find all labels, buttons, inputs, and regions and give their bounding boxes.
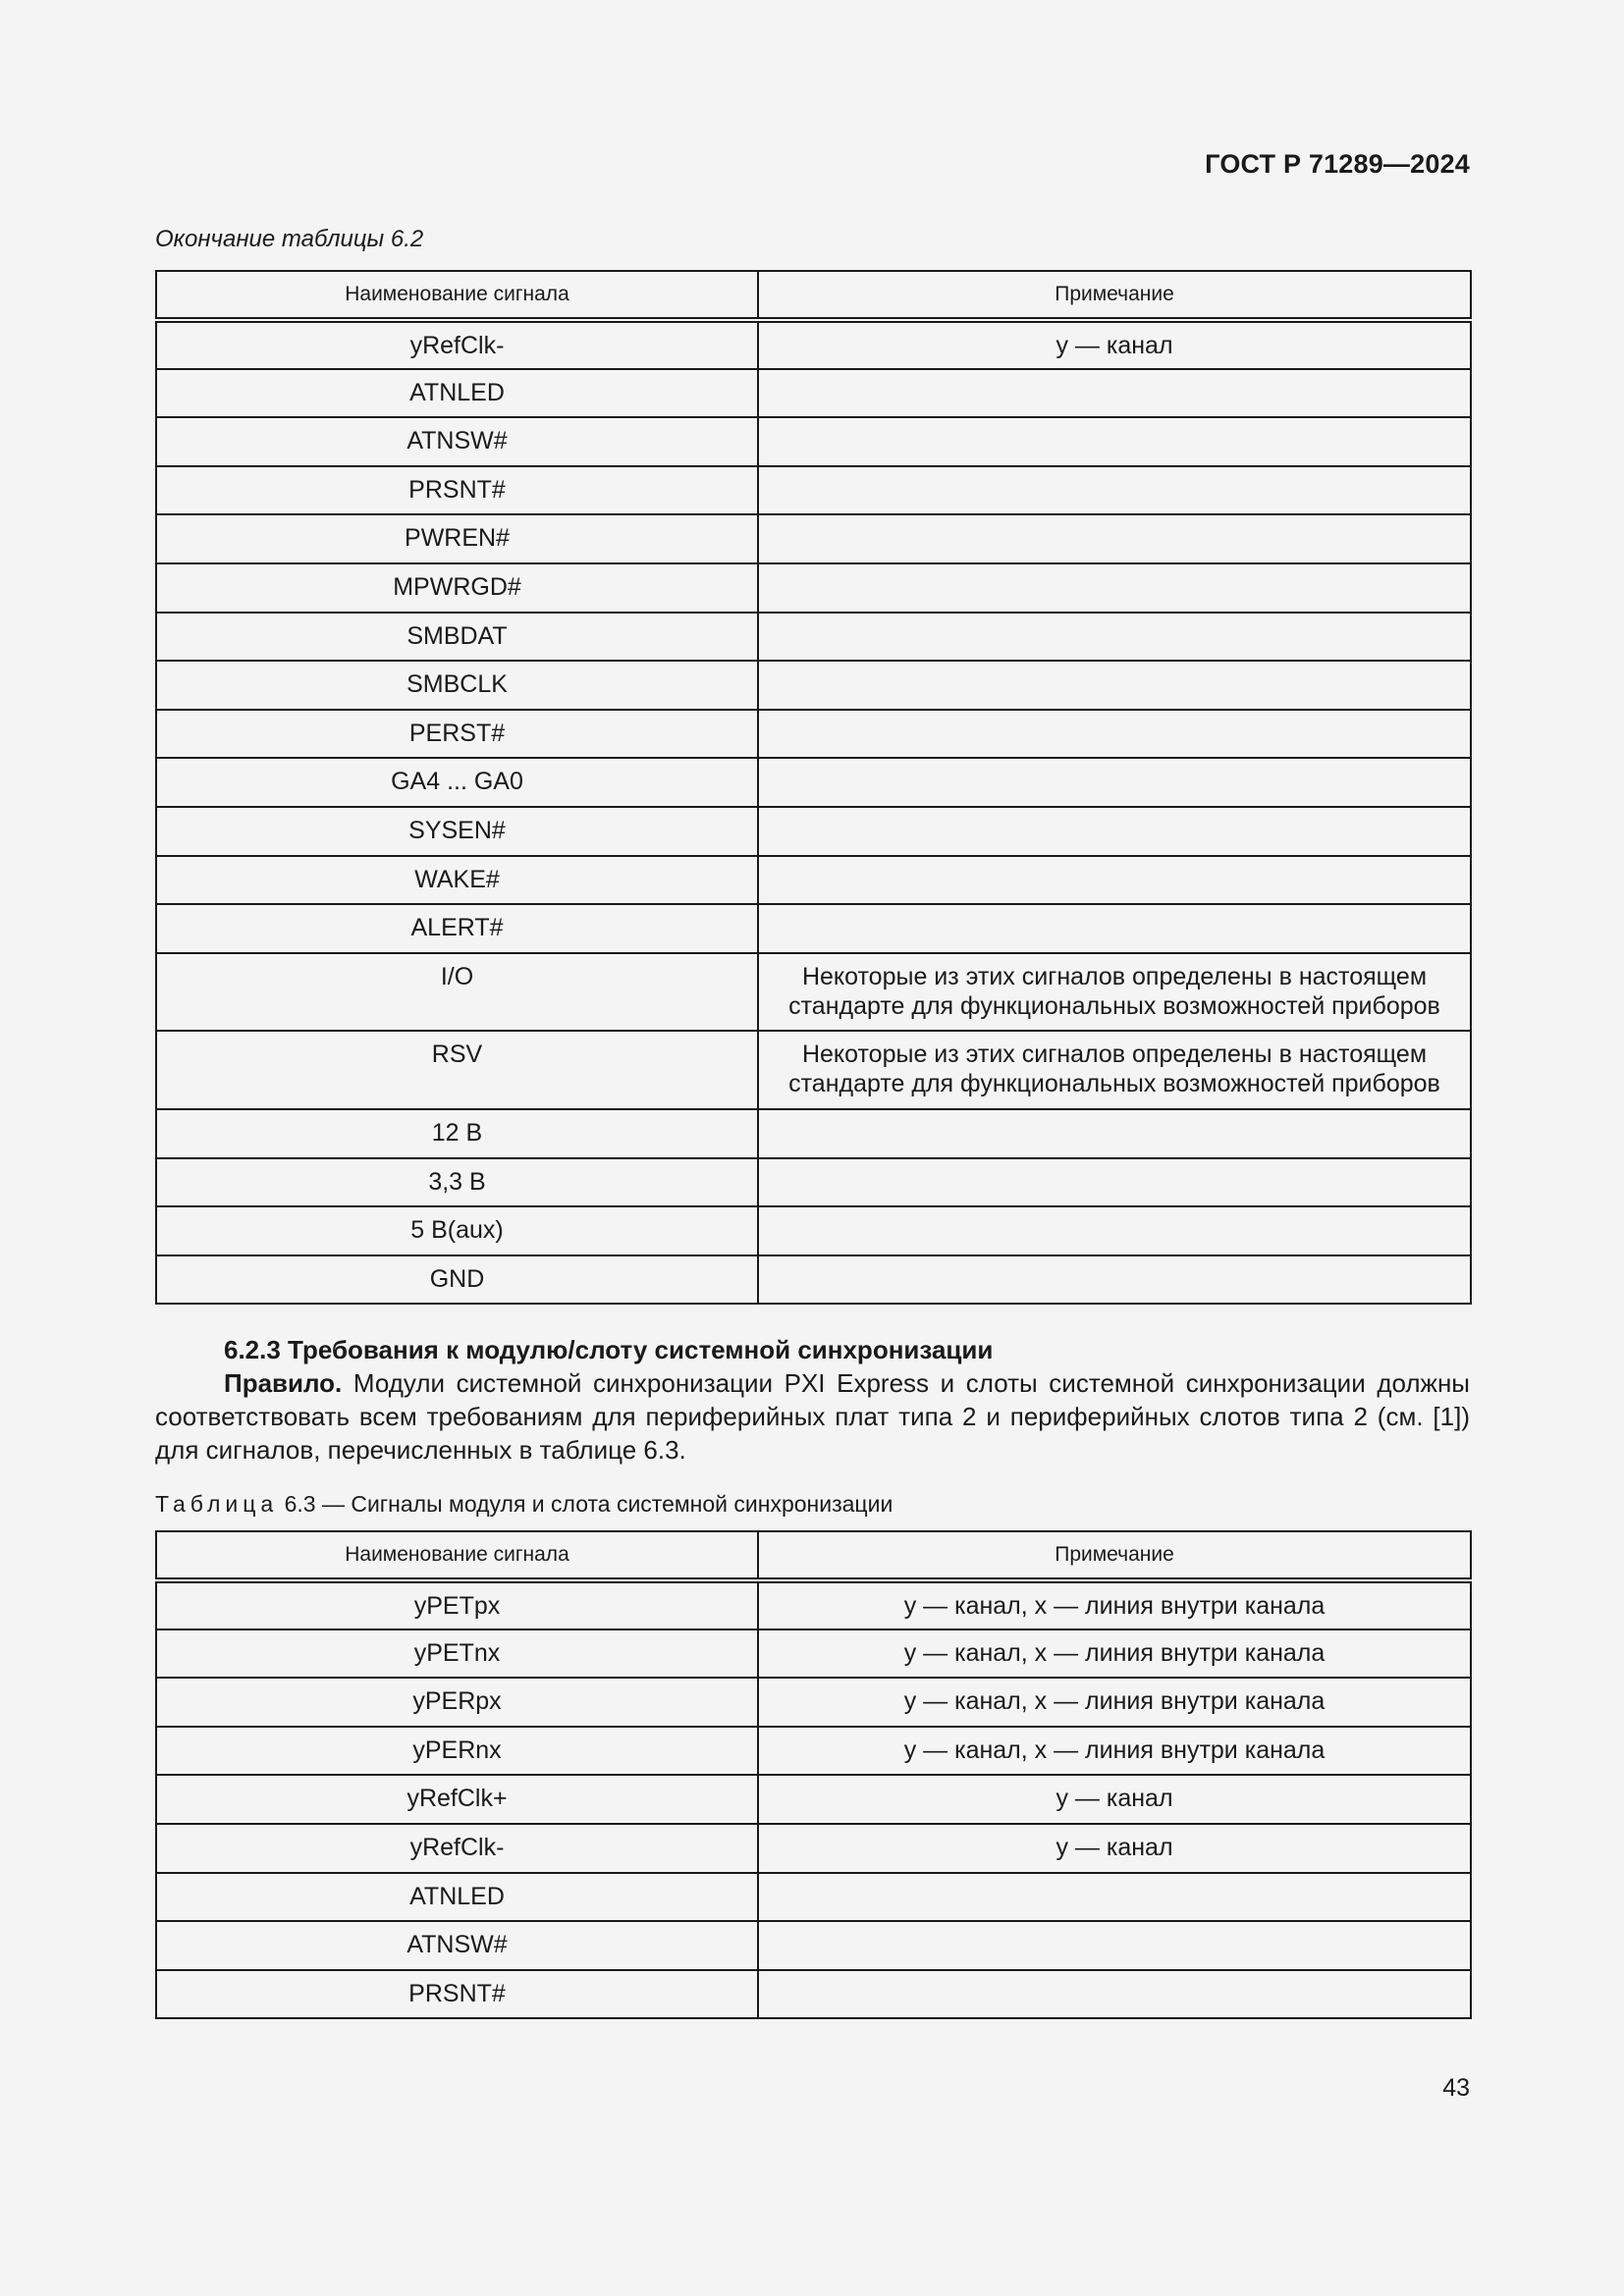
table-row [156,1031,1471,1109]
note-cell: y — канал [758,1775,1471,1824]
signal-name-cell: ALERT# [156,904,758,953]
table-row [156,1727,1471,1776]
signal-name-cell: ATNSW# [156,417,758,466]
header-signal-name: Наименование сигнала [156,271,758,320]
table-row [156,1775,1471,1824]
section-6-2-3 [155,1333,1470,1467]
note-cell [758,1873,1471,1922]
signals-table-6-3 [155,1530,1472,2019]
signal-name-cell: SMBCLK [156,661,758,710]
table-row [156,1921,1471,1970]
signal-name-cell: yRefClk- [156,320,758,369]
signals-table-continued [155,270,1472,1305]
table-row [156,563,1471,613]
note-cell [758,417,1471,466]
note-cell: y — канал, x — линия внутри канала [758,1678,1471,1727]
note-cell [758,710,1471,759]
table-row [156,1824,1471,1873]
table-row [156,807,1471,856]
note-cell [758,1255,1471,1305]
note-cell [758,807,1471,856]
signal-name-cell: 12 В [156,1109,758,1158]
signal-name-cell: WAKE# [156,856,758,905]
section-heading: 6.2.3 Требования к модулю/слоту системной синхронизации [224,1335,994,1364]
note-cell [758,1206,1471,1255]
caption-label: Таблица [155,1491,279,1517]
signal-name-cell: PWREN# [156,514,758,563]
signal-name-cell: 3,3 В [156,1158,758,1207]
table-header-row [156,271,1471,320]
note-cell: Некоторые из этих сигналов определены в настоящем стандарте для функциональных возможностей приборов [758,1031,1471,1109]
table-row [156,466,1471,515]
note-cell: Некоторые из этих сигналов определены в настоящем стандарте для функциональных возможностей приборов [758,953,1471,1032]
page-number: 43 [1442,2074,1470,2102]
table-row [156,1255,1471,1305]
table-row [156,1678,1471,1727]
table-row [156,1109,1471,1158]
signal-name-cell: MPWRGD# [156,563,758,613]
document-code: ГОСТ Р 71289—2024 [1205,149,1470,179]
signal-name-cell: ATNLED [156,369,758,418]
signal-name-cell: yPERpx [156,1678,758,1727]
signal-name-cell: PRSNT# [156,466,758,515]
signal-name-cell: ATNSW# [156,1921,758,1970]
note-cell [758,613,1471,662]
signal-name-cell: GA4 ... GA0 [156,758,758,807]
signal-name-cell: SMBDAT [156,613,758,662]
table-6-3-caption [155,1491,893,1518]
note-cell [758,758,1471,807]
table-row [156,514,1471,563]
signal-name-cell: yRefClk- [156,1824,758,1873]
signal-name-cell: GND [156,1255,758,1305]
rule-text: Модули системной синхронизации PXI Express и слоты системной синхронизации должны соответствовать всем требованиям для периферийных плат типа 2 и периферийных слотов типа 2 (см. [1]) для сигналов, перечисленных в таблице 6.3. [155,1368,1470,1465]
signal-name-cell: 5 В(aux) [156,1206,758,1255]
note-cell [758,904,1471,953]
signal-name-cell: RSV [156,1031,758,1109]
signal-name-cell: PRSNT# [156,1970,758,2019]
note-cell [758,661,1471,710]
table-row [156,1970,1471,2019]
signal-name-cell: yRefClk+ [156,1775,758,1824]
note-cell: y — канал, x — линия внутри канала [758,1580,1471,1629]
signal-name-cell: PERST# [156,710,758,759]
note-cell [758,466,1471,515]
signal-name-cell: yPETpx [156,1580,758,1629]
note-cell [758,1921,1471,1970]
table-row [156,904,1471,953]
signal-name-cell: SYSEN# [156,807,758,856]
note-cell: y — канал [758,1824,1471,1873]
signal-name-cell: ATNLED [156,1873,758,1922]
table-row [156,856,1471,905]
table-row [156,1206,1471,1255]
table-row [156,1580,1471,1629]
note-cell [758,856,1471,905]
header-signal-name: Наименование сигнала [156,1531,758,1580]
note-cell [758,514,1471,563]
rule-label: Правило. [224,1368,343,1398]
table-row [156,1629,1471,1679]
table-row [156,613,1471,662]
note-cell [758,369,1471,418]
note-cell: y — канал, x — линия внутри канала [758,1629,1471,1679]
note-cell: y — канал, x — линия внутри канала [758,1727,1471,1776]
note-cell: y — канал [758,320,1471,369]
table-row [156,369,1471,418]
table-row [156,661,1471,710]
table-row [156,710,1471,759]
table-header-row [156,1531,1471,1580]
rule-paragraph [155,1366,1470,1467]
note-cell [758,1109,1471,1158]
table-row [156,953,1471,1032]
table-row [156,417,1471,466]
note-cell [758,1970,1471,2019]
header-note: Примечание [758,271,1471,320]
signal-name-cell: yPETnx [156,1629,758,1679]
caption-text: 6.3 — Сигналы модуля и слота системной синхронизации [278,1491,893,1517]
signal-name-cell: I/O [156,953,758,1032]
note-cell [758,1158,1471,1207]
note-cell [758,563,1471,613]
signal-name-cell: yPERnx [156,1727,758,1776]
table-row [156,1873,1471,1922]
continuation-caption: Окончание таблицы 6.2 [155,226,424,252]
table-row [156,758,1471,807]
header-note: Примечание [758,1531,1471,1580]
table-row [156,1158,1471,1207]
table-row [156,320,1471,369]
